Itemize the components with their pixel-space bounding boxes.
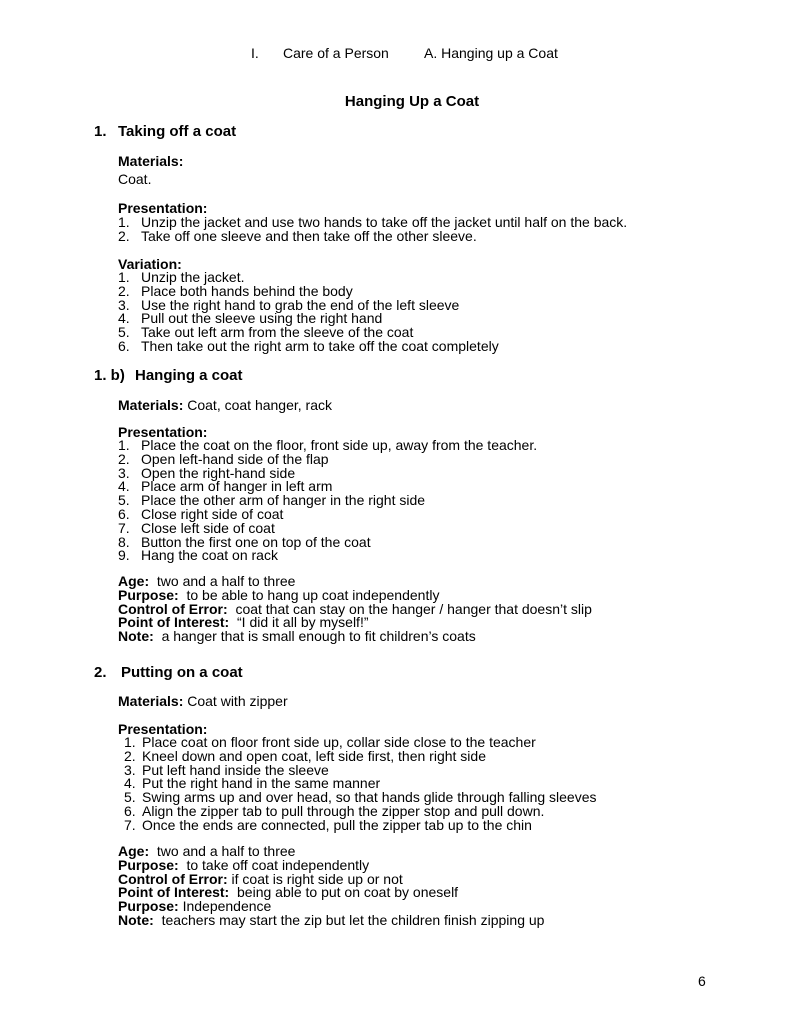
- list-item: 3. Open the right-hand side: [118, 464, 296, 481]
- section-1-materials: Coat.: [118, 171, 152, 187]
- page-title: Hanging Up a Coat: [344, 93, 480, 110]
- list-item: 1. Place coat on floor front side up, collar side close to the teacher: [124, 734, 536, 750]
- section-2-notes: [118, 845, 544, 928]
- list-item: 5. Take out left arm from the sleeve of the coat: [118, 324, 414, 341]
- section-2-number: 2.: [94, 664, 107, 681]
- section-1b-notes: [118, 575, 592, 644]
- note-purpose: Purpose: to take off coat independently: [118, 856, 370, 873]
- section-1-presentation-label: Presentation:: [118, 200, 208, 216]
- header-area: Care of a Person: [283, 45, 389, 61]
- section-1b-materials: Materials: Coat, coat hanger, rack: [118, 397, 333, 413]
- list-item: 4. Put the right hand in the same manner: [124, 775, 381, 792]
- list-item: 5. Swing arms up and over head, so that hands glide through falling sleeves: [124, 789, 597, 806]
- list-item: 7. Once the ends are connected, pull the zipper tab up to the chin: [124, 816, 532, 833]
- note-note: Note: a hanger that is small enough to fit children’s coats: [118, 628, 476, 645]
- note-purpose: Purpose: to be able to hang up coat independently: [118, 586, 440, 603]
- section-1-presentation-list: [118, 216, 627, 244]
- note-age: Age: two and a half to three: [118, 573, 296, 589]
- section-1b-number: 1. b): [94, 367, 125, 384]
- note-point-of-interest: Point of Interest: being able to put on coat by oneself: [118, 884, 459, 901]
- note-note: Note: teachers may start the zip but let the children finish zipping up: [118, 911, 545, 928]
- note-purpose-2: Purpose: Independence: [118, 898, 272, 915]
- page-number: 6: [698, 973, 706, 989]
- note-control-of-error: Control of Error: if coat is right side up or not: [118, 870, 403, 887]
- section-2-materials: Materials: Coat with zipper: [118, 693, 288, 709]
- note-control-of-error: Control of Error: coat that can stay on the hanger / hanger that doesn’t slip: [118, 600, 592, 617]
- section-1b-heading: Hanging a coat: [135, 367, 243, 384]
- section-1-variation-label: Variation:: [118, 256, 182, 272]
- note-age: Age: two and a half to three: [118, 843, 296, 859]
- section-1-materials-label: Materials:: [118, 153, 184, 169]
- header-topic: A. Hanging up a Coat: [424, 45, 558, 61]
- list-item: 2. Open left-hand side of the flap: [118, 450, 329, 467]
- section-1b-presentation-label: Presentation:: [118, 424, 208, 440]
- list-item: 2. Take off one sleeve and then take off the other sleeve.: [118, 227, 477, 244]
- list-item: 9. Hang the coat on rack: [118, 547, 278, 564]
- list-item: 4. Pull out the sleeve using the right hand: [118, 310, 383, 327]
- list-item: 1. Unzip the jacket.: [118, 269, 245, 285]
- list-item: 6. Then take out the right arm to take off the coat completely: [118, 337, 499, 354]
- section-1-number: 1.: [94, 123, 107, 140]
- list-item: 2. Kneel down and open coat, left side first, then right side: [124, 747, 486, 764]
- section-1-heading: Taking off a coat: [118, 123, 237, 140]
- section-2-presentation-list: [124, 736, 597, 833]
- list-item: 5. Place the other arm of hanger in the right side: [118, 492, 426, 509]
- list-item: 8. Button the first one on top of the coat: [118, 533, 371, 550]
- list-item: 3. Use the right hand to grab the end of the left sleeve: [118, 296, 460, 313]
- section-2-heading: Putting on a coat: [121, 664, 243, 681]
- list-item: 1. Place the coat on the floor, front side up, away from the teacher.: [118, 437, 538, 453]
- note-point-of-interest: Point of Interest: “I did it all by myself!”: [118, 614, 369, 631]
- section-2-presentation-label: Presentation:: [118, 721, 208, 737]
- header-roman: I.: [251, 45, 259, 61]
- list-item: 4. Place arm of hanger in left arm: [118, 478, 333, 495]
- list-item: 6. Close right side of coat: [118, 505, 284, 522]
- list-item: 6. Align the zipper tab to pull through the zipper stop and pull down.: [124, 802, 545, 819]
- list-item: 3. Put left hand inside the sleeve: [124, 761, 329, 778]
- list-item: 2. Place both hands behind the body: [118, 282, 353, 299]
- list-item: 7. Close left side of coat: [118, 519, 275, 536]
- list-item: 1. Unzip the jacket and use two hands to take off the jacket until half on the back.: [118, 214, 628, 230]
- section-1-variation-list: [118, 271, 499, 354]
- section-1b-presentation-list: [118, 439, 537, 563]
